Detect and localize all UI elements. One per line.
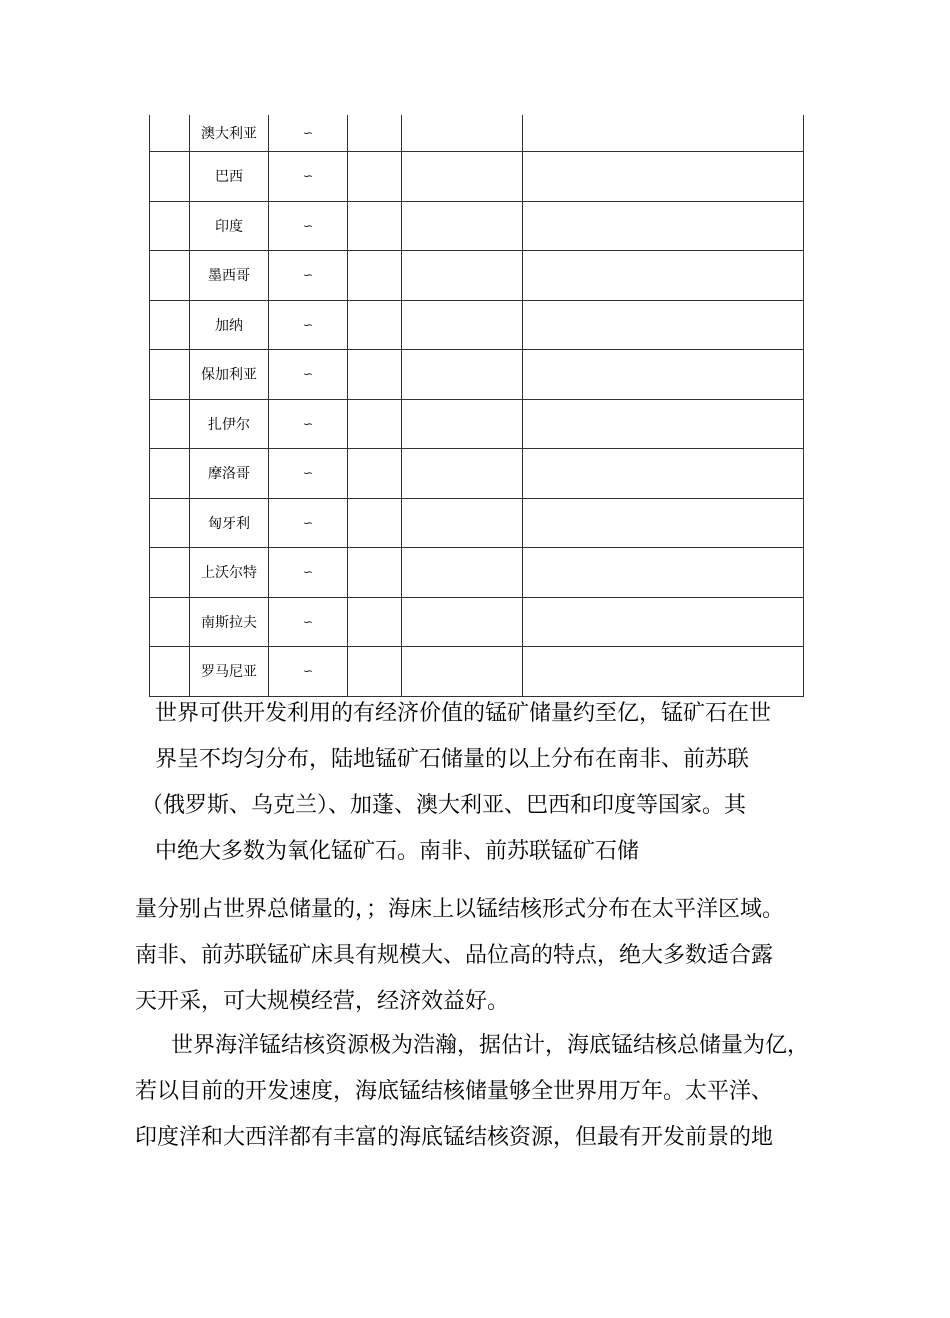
empty-cell (150, 548, 190, 598)
empty-cell (348, 152, 402, 202)
paragraph-line: （俄罗斯、乌克兰）、加蓬、澳大利亚、巴西和印度等国家。其 (141, 793, 747, 818)
country-cell: 加纳 (190, 300, 269, 350)
mark-cell (269, 201, 348, 251)
mark-symbol: ∽ (302, 416, 314, 431)
table-row (150, 647, 804, 697)
paragraph-line: 若以目前的开发速度，海底锰结核储量够全世界用万年。太平洋、 (135, 1079, 774, 1104)
mark-cell (269, 300, 348, 350)
empty-cell (150, 115, 190, 152)
country-cell: 扎伊尔 (190, 399, 269, 449)
table-row (150, 152, 804, 202)
mark-symbol: ∽ (302, 317, 314, 332)
paragraph-line: 南非、前苏联锰矿床具有规模大、品位高的特点，绝大多数适合露 (135, 943, 774, 968)
country-cell: 罗马尼亚 (190, 647, 269, 697)
table-row (150, 300, 804, 350)
empty-cell (402, 647, 523, 697)
mark-symbol: ∽ (302, 565, 314, 580)
mark-symbol: ∽ (302, 169, 314, 184)
country-cell: 澳大利亚 (190, 115, 269, 152)
empty-cell (523, 399, 804, 449)
empty-cell (402, 115, 523, 152)
empty-cell (348, 647, 402, 697)
mark-symbol: ∽ (302, 664, 314, 679)
paragraph-line: 世界海洋锰结核资源极为浩瀚，据估计，海底锰结核总储量为亿， (171, 1033, 810, 1058)
empty-cell (348, 300, 402, 350)
mark-cell (269, 399, 348, 449)
empty-cell (523, 251, 804, 301)
empty-cell (150, 498, 190, 548)
empty-cell (402, 399, 523, 449)
country-cell: 墨西哥 (190, 251, 269, 301)
mark-cell (269, 152, 348, 202)
mark-symbol: ∽ (302, 515, 314, 530)
mark-symbol: ∽ (302, 614, 314, 629)
paragraph-line: 量分别占世界总储量的，；海床上以锰结核形式分布在太平洋区域。 (135, 897, 785, 922)
table-row (150, 399, 804, 449)
empty-cell (523, 548, 804, 598)
country-cell: 匈牙利 (190, 498, 269, 548)
mark-symbol: ∽ (302, 126, 314, 140)
country-cell: 巴西 (190, 152, 269, 202)
empty-cell (402, 498, 523, 548)
mark-cell (269, 597, 348, 647)
empty-cell (402, 597, 523, 647)
empty-cell (402, 548, 523, 598)
empty-cell (402, 201, 523, 251)
empty-cell (402, 350, 523, 400)
empty-cell (523, 300, 804, 350)
empty-cell (150, 399, 190, 449)
empty-cell (348, 251, 402, 301)
empty-cell (348, 548, 402, 598)
empty-cell (150, 647, 190, 697)
empty-cell (348, 115, 402, 152)
table-row (150, 449, 804, 499)
mark-cell (269, 115, 348, 152)
empty-cell (348, 201, 402, 251)
country-cell: 印度 (190, 201, 269, 251)
table-row (150, 115, 804, 152)
mark-symbol: ∽ (302, 268, 314, 283)
table-row (150, 597, 804, 647)
paragraph-line: 世界可供开发利用的有经济价值的锰矿储量约至亿，锰矿石在世 (155, 701, 772, 726)
empty-cell (523, 115, 804, 152)
empty-cell (402, 449, 523, 499)
empty-cell (150, 449, 190, 499)
paragraph-1 (141, 691, 772, 875)
country-cell: 上沃尔特 (190, 548, 269, 598)
mark-symbol: ∽ (302, 218, 314, 233)
empty-cell (523, 201, 804, 251)
empty-cell (150, 152, 190, 202)
paragraph-line: 天开采，可大规模经营，经济效益好。 (135, 989, 510, 1014)
mark-cell (269, 647, 348, 697)
empty-cell (402, 152, 523, 202)
mark-cell (269, 548, 348, 598)
empty-cell (150, 201, 190, 251)
paragraph-line: 印度洋和大西洋都有丰富的海底锰结核资源，但最有开发前景的地 (135, 1125, 774, 1150)
empty-cell (150, 350, 190, 400)
paragraph-2 (135, 887, 784, 1025)
table-row (150, 350, 804, 400)
mark-symbol: ∽ (302, 367, 314, 382)
table-body (150, 115, 804, 696)
table-row (150, 548, 804, 598)
empty-cell (150, 300, 190, 350)
mark-cell (269, 449, 348, 499)
mark-symbol: ∽ (302, 466, 314, 481)
paragraph-line: 中绝大多数为氧化锰矿石。南非、前苏联锰矿石储 (155, 839, 640, 864)
empty-cell (402, 300, 523, 350)
paragraph-3 (135, 1023, 809, 1161)
country-cell: 保加利亚 (190, 350, 269, 400)
country-cell: 南斯拉夫 (190, 597, 269, 647)
empty-cell (523, 498, 804, 548)
empty-cell (150, 597, 190, 647)
mark-cell (269, 498, 348, 548)
empty-cell (150, 251, 190, 301)
country-cell: 摩洛哥 (190, 449, 269, 499)
empty-cell (523, 152, 804, 202)
table-row (150, 201, 804, 251)
paragraph-line: 界呈不均匀分布，陆地锰矿石储量的以上分布在南非、前苏联 (155, 747, 750, 772)
empty-cell (348, 498, 402, 548)
empty-cell (523, 449, 804, 499)
empty-cell (523, 647, 804, 697)
mark-cell (269, 350, 348, 400)
empty-cell (523, 597, 804, 647)
table-row (150, 251, 804, 301)
empty-cell (402, 251, 523, 301)
empty-cell (523, 350, 804, 400)
empty-cell (348, 350, 402, 400)
empty-cell (348, 449, 402, 499)
table-row (150, 498, 804, 548)
mark-cell (269, 251, 348, 301)
empty-cell (348, 597, 402, 647)
empty-cell (348, 399, 402, 449)
reserves-table-fragment (149, 115, 804, 697)
